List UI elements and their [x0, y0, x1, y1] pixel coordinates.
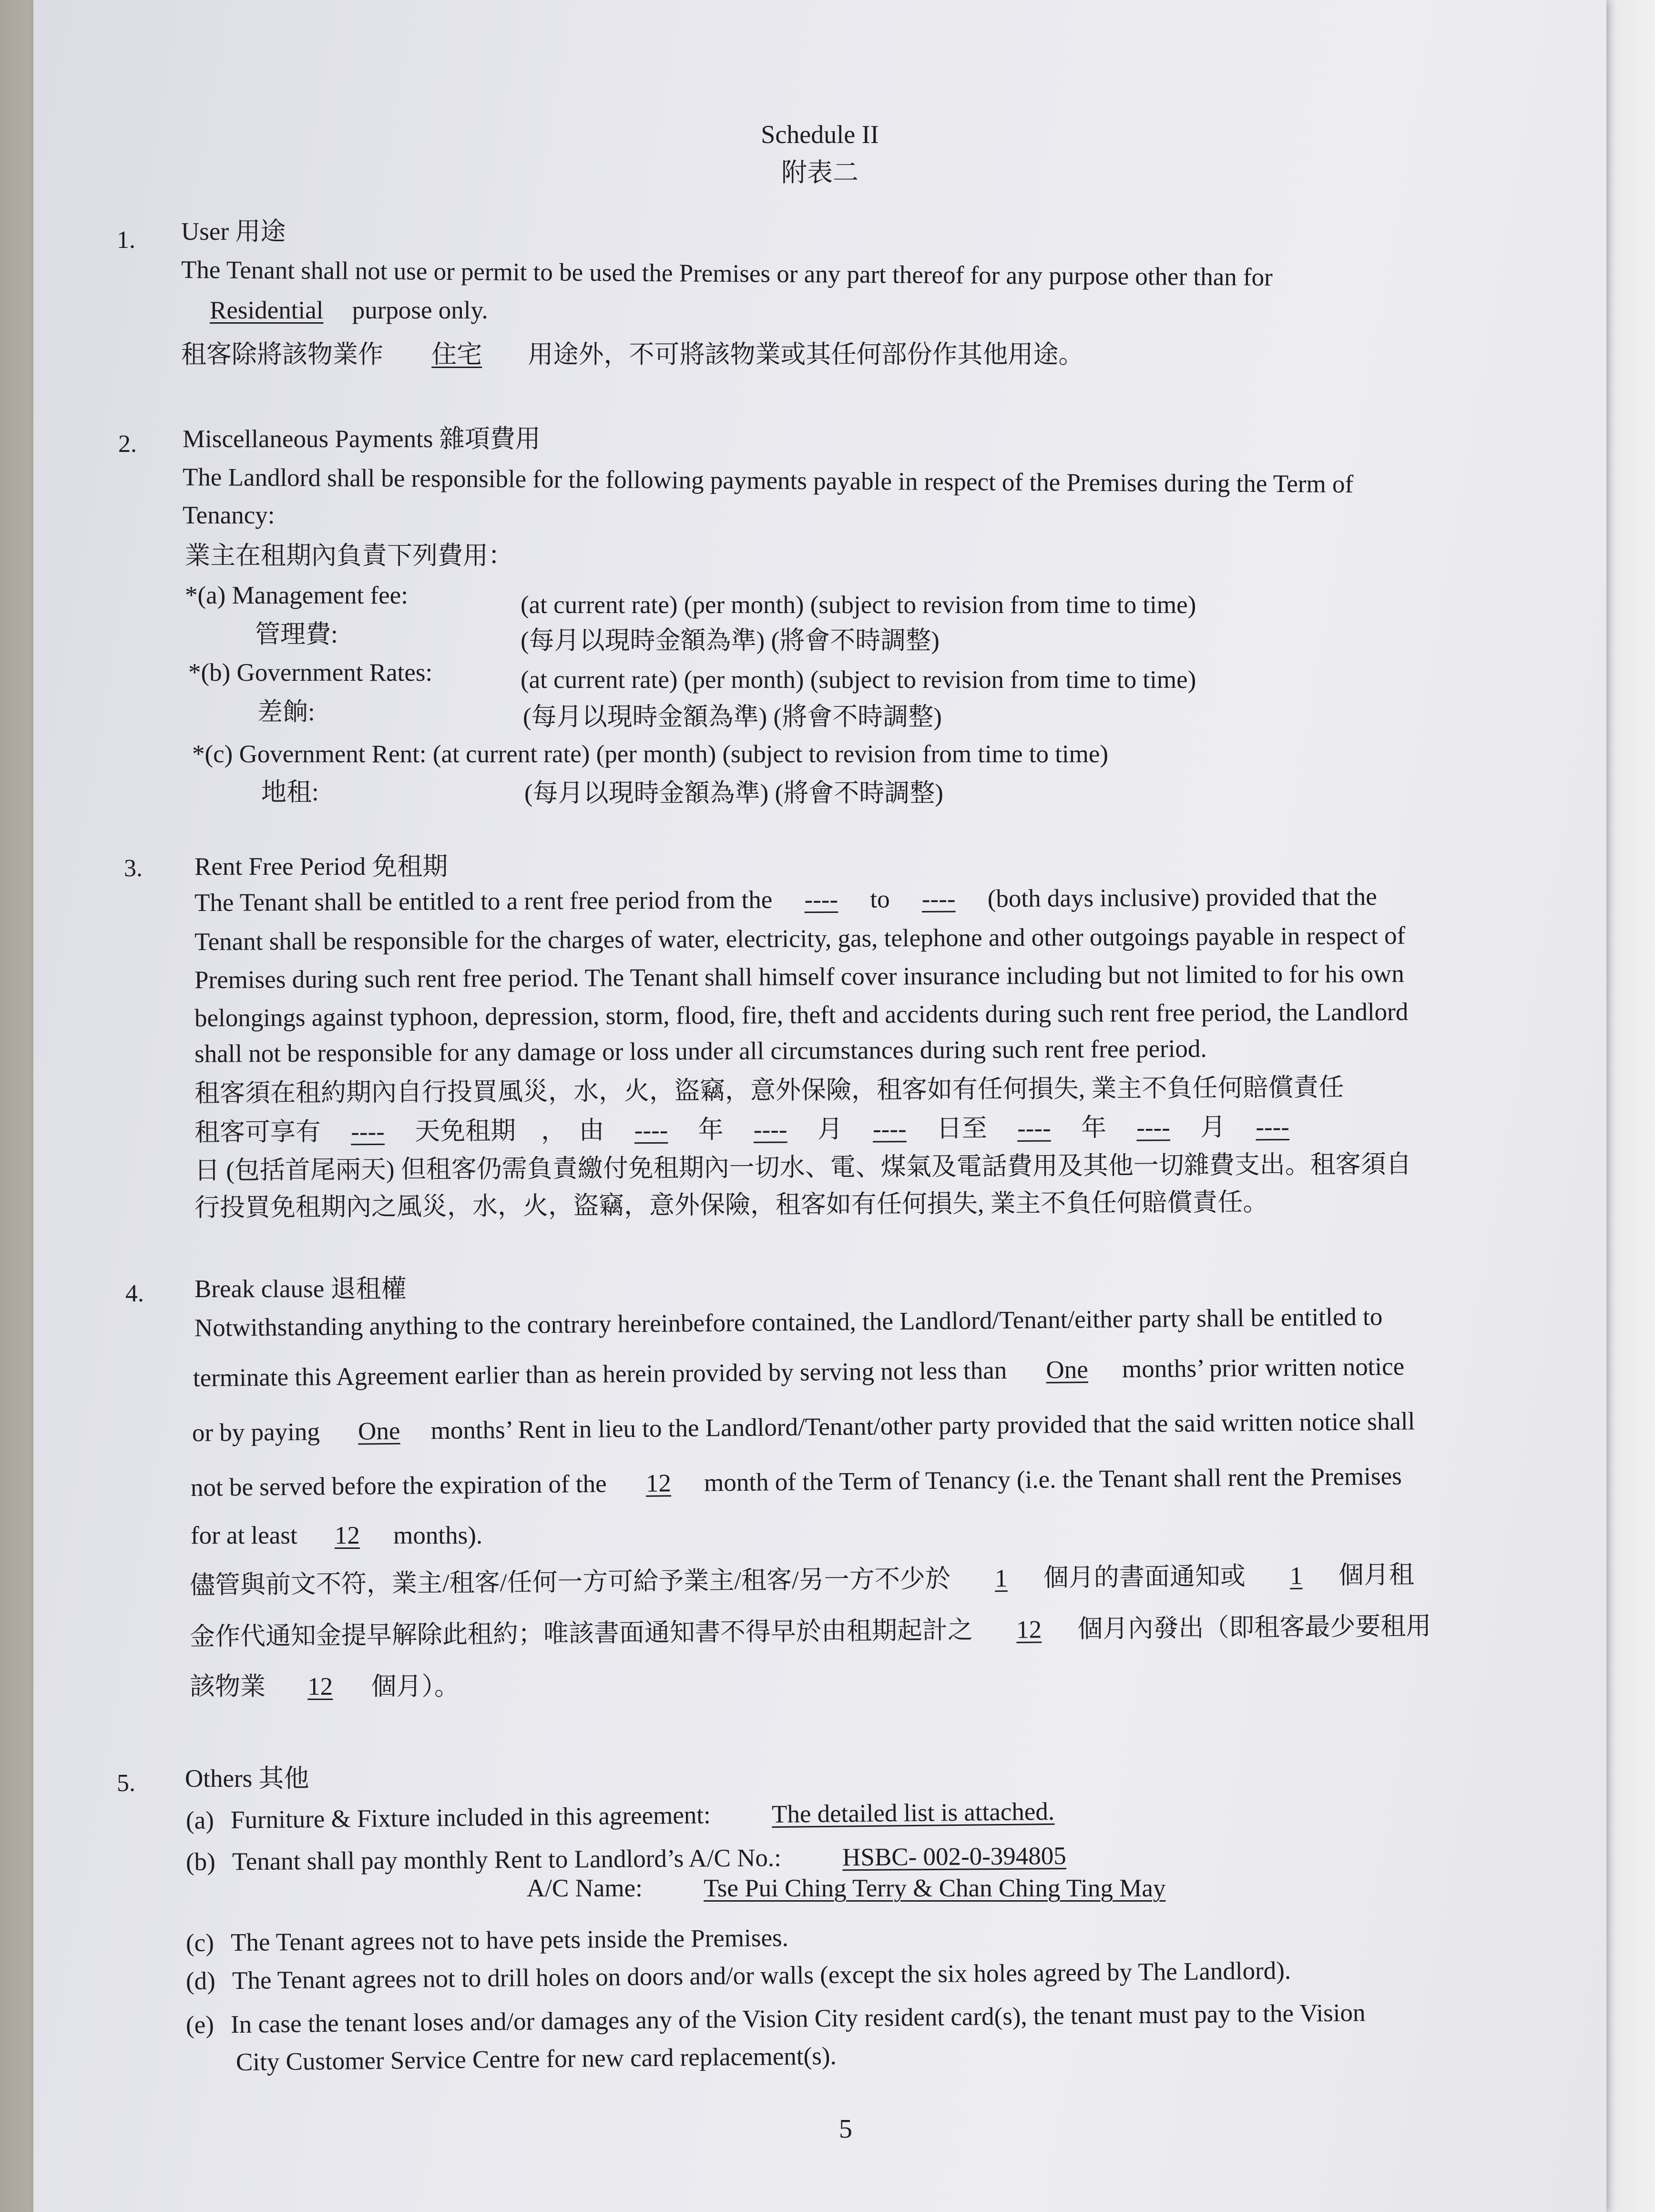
paragraph-line: shall not be responsible for any damage or loss under all circumstances during such rent free period. [194, 1034, 1207, 1068]
page-number: 5 [839, 2114, 852, 2144]
section-number: 4. [125, 1280, 144, 1307]
list-item-label: (e) [185, 2011, 215, 2039]
item-label-zh: 地租: [261, 778, 319, 806]
item-terms-zh: (每月以現時金額為準) (將會不時調整) [524, 779, 943, 807]
paragraph-text: 日至 [936, 1115, 988, 1143]
paragraph-line [192, 1409, 1415, 1446]
paragraph-text: terminate this Agreement earlier than as herein provided by serving not less than [193, 1356, 1007, 1392]
paragraph-line-zh [181, 342, 1084, 368]
blank-field: ---- [1017, 1114, 1051, 1142]
paragraph-text: 年 [1081, 1114, 1107, 1142]
list-item-label: (d) [185, 1967, 216, 1995]
list-item-label: (c) [185, 1929, 215, 1957]
paragraph-line: Tenant shall be responsible for the charges of water, electricity, gas, telephone and other outgoings payable in respect of [194, 922, 1406, 956]
paragraph-line [194, 884, 1377, 916]
list-item-text: Tenant shall pay monthly Rent to Landlord’s A/C No.: [232, 1844, 782, 1876]
document-content [33, 0, 1606, 2212]
item-terms-zh: (每月以現時金額為準) (將會不時調整) [523, 703, 942, 731]
blank-field: ---- [634, 1116, 668, 1145]
paragraph-line: The Tenant shall not use or permit to be used the Premises or any part thereof for any purpose other than for [181, 256, 1273, 291]
list-item-text: The Tenant agrees not to drill holes on doors and/or walls (except the six holes agreed by The Landlord). [232, 1956, 1291, 1995]
item-label-zh: 管理費: [255, 621, 338, 648]
paragraph-text: months’ prior written notice [1122, 1352, 1405, 1383]
item-label: *(c) Government Rent: (at current rate) (per month) (subject to revision from time to time) [192, 740, 1109, 768]
paragraph-line [193, 1354, 1405, 1391]
paragraph-text: 年 [698, 1116, 724, 1144]
blank-field: ---- [351, 1117, 385, 1146]
section-heading: Break clause 退租權 [194, 1275, 407, 1303]
list-item [186, 1958, 1291, 1994]
paragraph-text: 月 [817, 1115, 843, 1144]
section-number: 5. [117, 1770, 135, 1797]
paragraph-line-zh [190, 1674, 460, 1700]
blank-field: ---- [921, 885, 956, 913]
paragraph-text: The Tenant shall be entitled to a rent free period from the [194, 886, 773, 917]
list-item-text: In case the tenant loses and/or damages any of the Vision City resident card(s), the tenant must pay to the Vision [230, 1999, 1366, 2039]
item-label-zh: 差餉: [257, 698, 315, 726]
account-name-value: Tse Pui Ching Terry & Chan Ching Ting May [704, 1874, 1166, 1902]
paragraph-text: 天免租期 ， 由 [414, 1116, 604, 1146]
item-terms: (at current rate) (per month) (subject to revision from time to time) [521, 591, 1196, 619]
section-heading: Miscellaneous Payments 雜項費用 [183, 425, 541, 453]
use-value-zh: 住宅 [431, 341, 482, 369]
item-terms-zh: (每月以現時金額為準) (將會不時調整) [521, 627, 940, 655]
blank-field: ---- [804, 885, 838, 914]
paragraph-text: 個月租 [1338, 1561, 1415, 1589]
paragraph-line [191, 1523, 482, 1548]
min-months-value: 12 [334, 1522, 360, 1549]
use-value: Residential [210, 297, 324, 324]
paragraph-line-zh: 租客須在租約期內自行投買風災，水，火，盜竊，意外保險，租客如有任何損失, 業主不負任何賠償責任 [194, 1074, 1344, 1107]
account-name-row [527, 1876, 1394, 1901]
schedule-title-zh: 附表二 [781, 158, 858, 187]
rent-months-value-zh: 1 [1289, 1562, 1303, 1590]
paragraph-text: 金作代通知金提早解除此租約；唯該書面通知書不得早於由租期起計之 [189, 1616, 973, 1651]
list-item-label: (b) [185, 1848, 216, 1876]
list-item [186, 1842, 1338, 1875]
list-item [186, 1799, 1069, 1833]
paragraph-text: 用途外，不可將該物業或其任何部份作其他用途。 [528, 341, 1084, 369]
paragraph-text: 個月的書面通知或 [1043, 1562, 1246, 1592]
item-terms: (at current rate) (per month) (subject to revision from time to time) [521, 666, 1196, 694]
paragraph-text: months). [393, 1522, 483, 1549]
section-number: 3. [124, 855, 143, 882]
account-number-value: HSBC- 002-0-394805 [842, 1842, 1066, 1872]
section-number: 1. [117, 226, 135, 254]
paragraph-text: to [870, 885, 890, 913]
furniture-list-value: The detailed list is attached. [771, 1797, 1055, 1829]
paragraph-line: Tenancy: [183, 502, 275, 529]
blank-field: ---- [1136, 1114, 1171, 1142]
paragraph-text: purpose only. [352, 297, 488, 324]
list-item-continuation: City Customer Service Centre for new card replacement(s). [235, 2042, 837, 2076]
notice-months-value-zh: 1 [994, 1565, 1008, 1593]
paragraph-line: Notwithstanding anything to the contrary hereinbefore contained, the Landlord/Tenant/either party shall be entitled to [194, 1303, 1383, 1342]
paragraph-line: The Landlord shall be responsible for the following payments payable in respect of the Premises during the Term of [182, 463, 1354, 499]
blank-field: ---- [1256, 1113, 1290, 1141]
paragraph-line [191, 1464, 1402, 1501]
blank-field: ---- [872, 1115, 907, 1143]
paragraph-text: or by paying [192, 1418, 320, 1447]
paragraph-line-zh: 行投買免租期內之風災，水，火，盜竊，意外保險，租客如有任何損失, 業主不負任何賠償責任。 [194, 1188, 1268, 1222]
paragraph-text: 租客除將該物業作 [181, 341, 383, 369]
schedule-title: Schedule II [761, 120, 879, 149]
paragraph-text: 儘管與前文不符，業主/租客/任何一方可給予業主/租客/另一方不少於 [189, 1565, 951, 1599]
paragraph-line-zh: 日 (包括首尾兩天) 但租客仍需負責繳付免租期內一切水、電、煤氣及電話費用及其他一切雜費支出。租客須自 [194, 1150, 1411, 1185]
paragraph-text: 該物業 [190, 1673, 266, 1700]
paragraph-text: 租客可享有 [194, 1118, 321, 1147]
list-item-text: The Tenant agrees not to have pets inside the Premises. [230, 1924, 789, 1957]
list-item [186, 2000, 1366, 2038]
paragraph-line [181, 298, 488, 323]
paragraph-line-zh [190, 1614, 1431, 1650]
rent-months-value: One [358, 1417, 400, 1445]
section-heading: Others 其他 [185, 1765, 309, 1792]
paragraph-line-zh [190, 1563, 1414, 1598]
paragraph-text: 個月內發出（即租客最少要租用 [1077, 1612, 1431, 1643]
paragraph-line: Premises during such rent free period. The Tenant shall himself cover insurance including but not limited to for his own [194, 960, 1404, 994]
paragraph-text: for at least [191, 1522, 297, 1549]
expiry-month-value-zh: 12 [1016, 1616, 1042, 1644]
paragraph-text: not be served before the expiration of the [190, 1470, 607, 1502]
list-item-label: (a) [185, 1806, 215, 1834]
paragraph-text: 月 [1200, 1113, 1226, 1141]
document-page [33, 0, 1606, 2212]
paragraph-text: months’ Rent in lieu to the Landlord/Tenant/other party provided that the said written notice shall [430, 1407, 1415, 1445]
item-label: *(a) Management fee: [185, 582, 408, 609]
section-number: 2. [118, 430, 137, 458]
list-item [186, 1925, 788, 1956]
paragraph-line-zh [194, 1115, 1304, 1146]
paragraph-line-zh: 業主在租期內負責下列費用： [185, 542, 513, 570]
paragraph-text: 個月）。 [371, 1673, 460, 1700]
item-label: *(b) Government Rates: [188, 659, 433, 686]
paragraph-text: (both days inclusive) provided that the [987, 883, 1377, 913]
account-name-label: A/C Name: [527, 1874, 643, 1902]
expiry-month-value: 12 [645, 1469, 672, 1497]
section-heading: Rent Free Period 免租期 [194, 853, 448, 881]
section-heading: User 用途 [181, 218, 286, 246]
notice-months-value: One [1046, 1355, 1089, 1384]
paragraph-text: month of the Term of Tenancy (i.e. the Tenant shall rent the Premises [704, 1462, 1402, 1497]
list-item-text: Furniture & Fixture included in this agreement: [230, 1801, 711, 1834]
blank-field: ---- [753, 1116, 787, 1144]
min-months-value-zh: 12 [307, 1673, 333, 1700]
paragraph-line: belongings against typhoon, depression, storm, flood, fire, theft and accidents during such rent free period, the Landlord [194, 998, 1409, 1032]
